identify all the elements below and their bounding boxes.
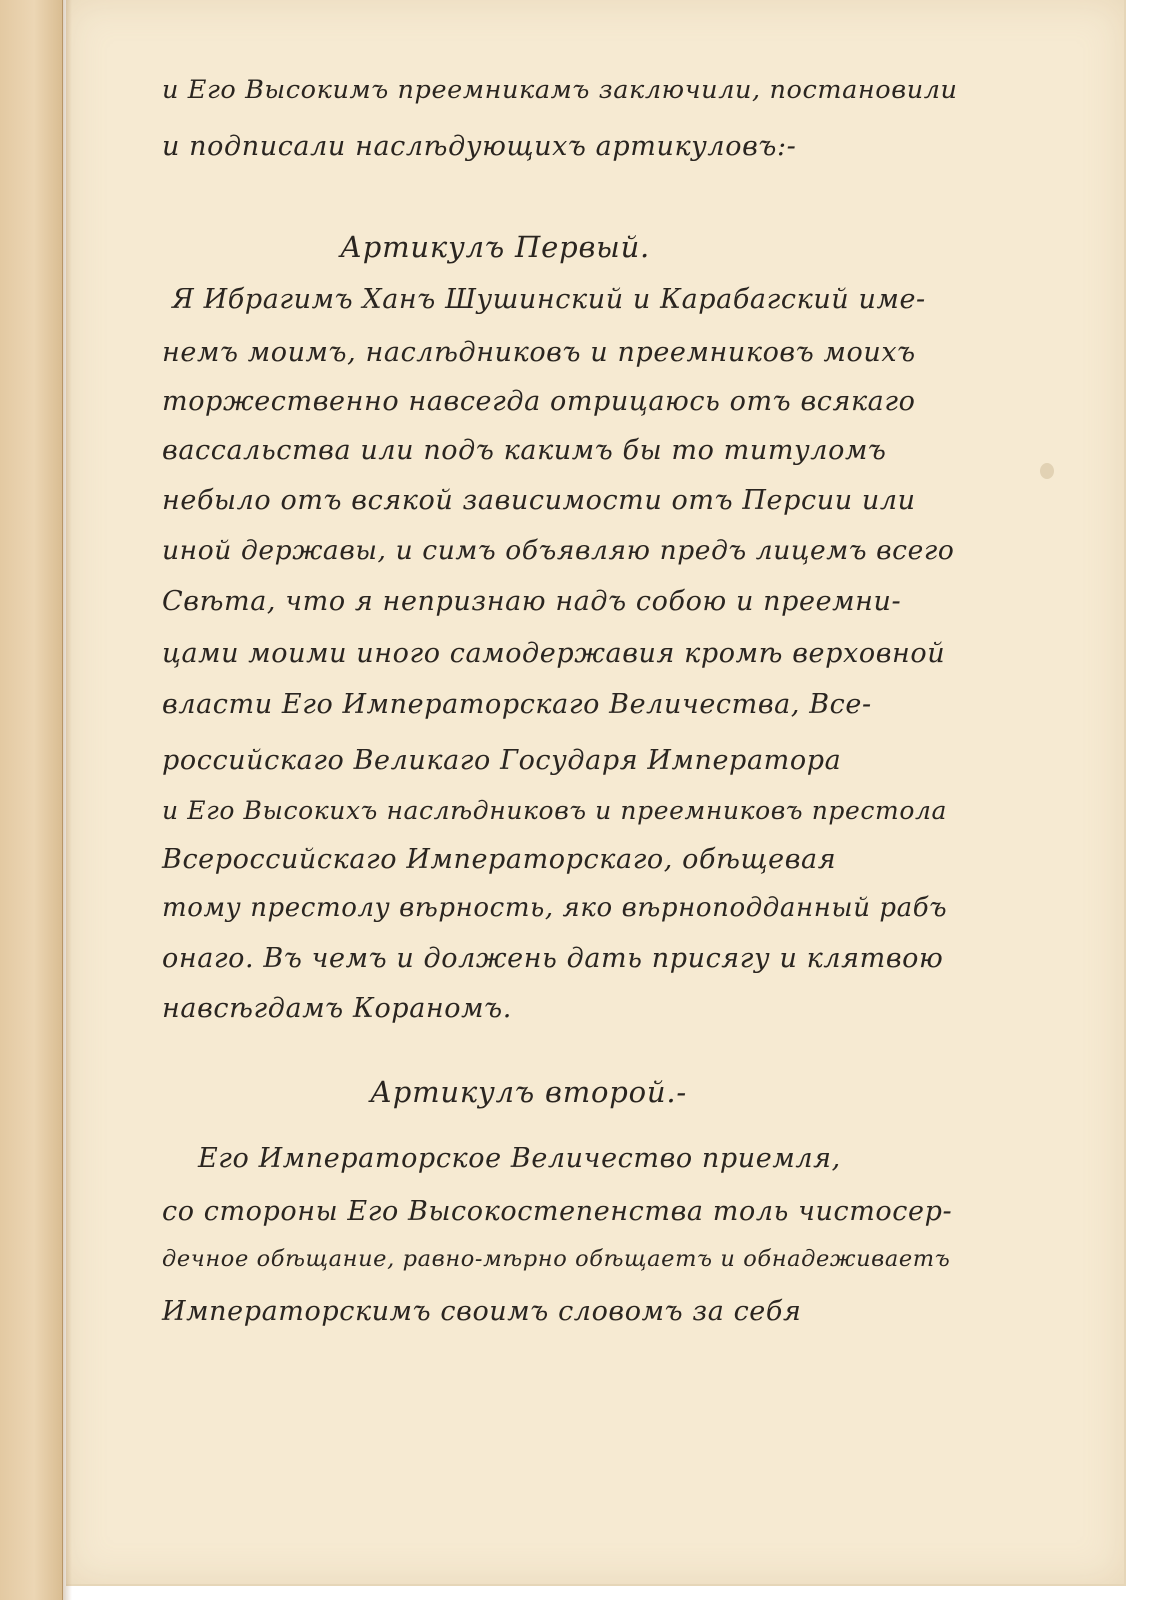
text-line: навсѣгдамъ Кораномъ. [162,993,512,1024]
text-line: со стороны Его Высокостепенства толь чистосер- [162,1196,953,1227]
text-line: иной державы, и симъ объявляю предъ лицемъ всего [162,535,955,566]
text-line: Императорскимъ своимъ словомъ за себя [162,1296,802,1327]
article-heading: Артикулъ второй.- [370,1075,688,1109]
text-line: и Его Высокихъ наслѣдниковъ и преемниковъ престола [162,796,948,825]
text-line: немъ моимъ, наслѣдниковъ и преемниковъ моихъ [162,337,916,368]
text-line: тому престолу вѣрность, яко вѣрноподданный рабъ [162,893,948,923]
text-line: вассальства или подъ какимъ бы то титуломъ [162,435,887,466]
text-line: цами моими иного самодержавия кромѣ верховной [162,638,946,669]
text-line: и Его Высокимъ преемникамъ заключили, постановили [162,75,958,105]
article-heading: Артикулъ Первый. [340,230,651,264]
text-line: торжественно навсегда отрицаюсь отъ всякаго [162,386,916,417]
text-line: власти Его Императорскаго Величества, Все- [162,689,872,720]
text-line: дечное обѣщание, равно-мѣрно обѣщаетъ и обнадеживаетъ [162,1246,951,1272]
text-line: Его Императорское Величество приемля, [198,1143,841,1174]
text-line: Свѣта, что я непризнаю надъ собою и преемни- [162,586,902,617]
text-line: Всероссийскаго Императорскаго, обѣщевая [162,844,837,875]
text-line: небыло отъ всякой зависимости отъ Персии или [162,485,916,516]
text-line: российскаго Великаго Государя Императора [162,745,842,776]
text-line: Я Ибрагимъ Ханъ Шушинский и Карабагский име- [172,284,926,315]
text-line: и подписали наслѣдующихъ артикуловъ:- [162,131,797,162]
text-line: онаго. Въ чемъ и должень дать присягу и клятвою [162,943,944,974]
